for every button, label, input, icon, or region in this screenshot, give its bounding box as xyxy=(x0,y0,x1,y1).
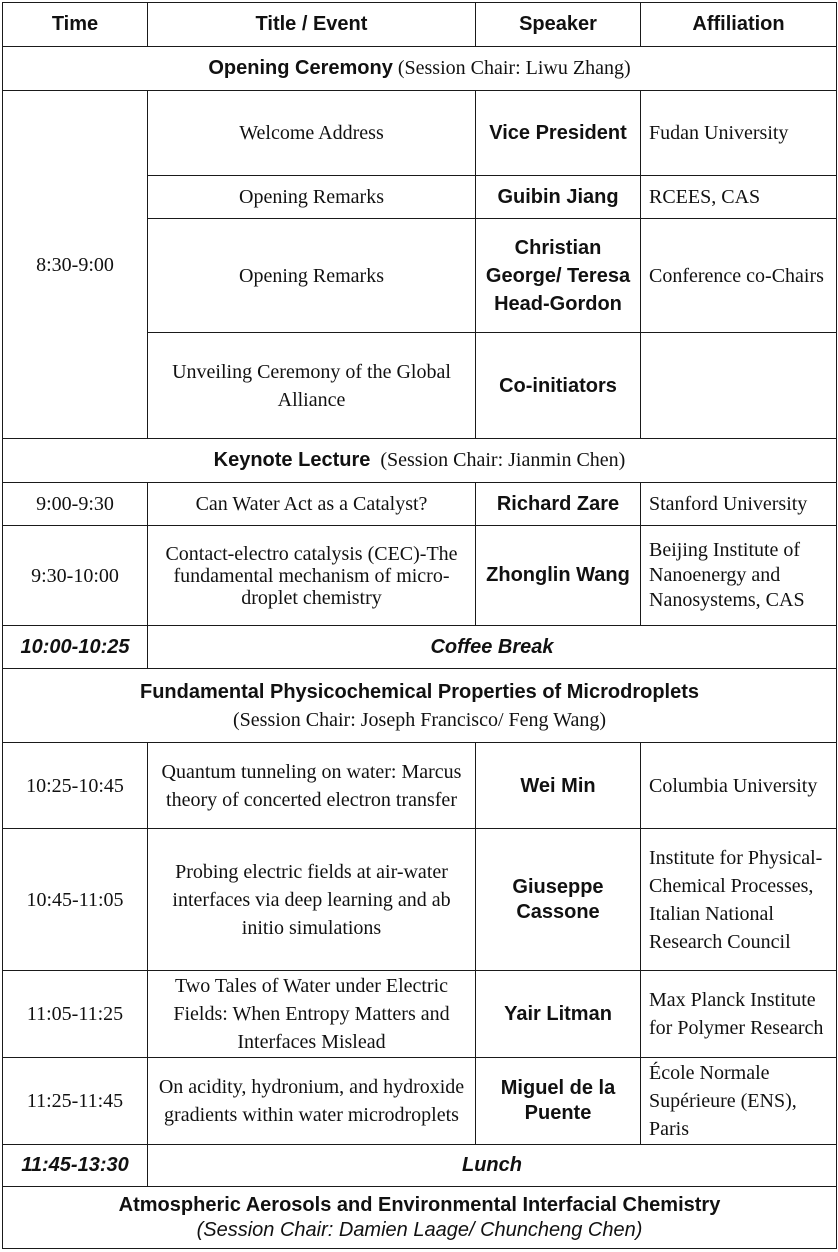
session-fundamental xyxy=(3,669,837,743)
session-title: Atmospheric Aerosols and Environmental Interfacial Chemistry xyxy=(118,1193,721,1216)
time-cell: 11:25-11:45 xyxy=(3,1058,148,1145)
title-cell: Unveiling Ceremony of the Global Alliance xyxy=(148,333,476,439)
affiliation-cell: Institute for Physical-Chemical Processes, Italian National Research Council xyxy=(641,829,837,971)
session-row xyxy=(3,47,837,91)
header-title-event: Title / Event xyxy=(148,3,476,47)
table-row xyxy=(3,1058,837,1145)
affiliation-cell: Stanford University xyxy=(641,483,837,526)
speaker-cell: Wei Min xyxy=(476,743,641,829)
session-row xyxy=(3,1187,837,1249)
session-opening xyxy=(3,47,837,91)
affiliation-cell: Conference co-Chairs xyxy=(641,219,837,333)
header-time: Time xyxy=(3,3,148,47)
time-cell: 10:25-10:45 xyxy=(3,743,148,829)
break-time: 10:00-10:25 xyxy=(3,626,148,669)
time-cell: 10:45-11:05 xyxy=(3,829,148,971)
break-row xyxy=(3,1145,837,1187)
time-cell: 11:05-11:25 xyxy=(3,971,148,1058)
title-cell: On acidity, hydronium, and hydroxide gradients within water microdroplets xyxy=(148,1058,476,1145)
title-cell: Contact-electro catalysis (CEC)-The fundamental mechanism of micro-droplet chemistry xyxy=(148,526,476,626)
speaker-cell: Christian George/ Teresa Head-Gordon xyxy=(476,219,641,333)
speaker-cell: Co-initiators xyxy=(476,333,641,439)
break-label: Lunch xyxy=(148,1145,837,1187)
header-speaker: Speaker xyxy=(476,3,641,47)
title-cell: Opening Remarks xyxy=(148,219,476,333)
table-row xyxy=(3,526,837,626)
affiliation-cell xyxy=(641,333,837,439)
table-row xyxy=(3,483,837,526)
speaker-cell: Vice President xyxy=(476,91,641,176)
session-keynote xyxy=(3,439,837,483)
affiliation-cell: Fudan University xyxy=(641,91,837,176)
time-cell: 9:30-10:00 xyxy=(3,526,148,626)
title-cell: Probing electric fields at air-water interfaces via deep learning and ab initio simulations xyxy=(148,829,476,971)
header-row xyxy=(3,3,837,47)
schedule-table xyxy=(2,2,837,1249)
speaker-cell: Guibin Jiang xyxy=(476,176,641,219)
title-cell: Welcome Address xyxy=(148,91,476,176)
session-row xyxy=(3,439,837,483)
affiliation-cell: École Normale Supérieure (ENS), Paris xyxy=(641,1058,837,1145)
break-time: 11:45-13:30 xyxy=(3,1145,148,1187)
speaker-cell: Yair Litman xyxy=(476,971,641,1058)
break-label: Coffee Break xyxy=(148,626,837,669)
title-cell: Can Water Act as a Catalyst? xyxy=(148,483,476,526)
speaker-cell: Richard Zare xyxy=(476,483,641,526)
session-atmospheric xyxy=(3,1187,837,1249)
title-cell: Quantum tunneling on water: Marcus theory of concerted electron transfer xyxy=(148,743,476,829)
title-cell: Opening Remarks xyxy=(148,176,476,219)
session-title: Opening Ceremony xyxy=(208,57,393,79)
affiliation-cell: Max Planck Institute for Polymer Research xyxy=(641,971,837,1058)
session-chair: (Session Chair: Damien Laage/ Chuncheng Chen) xyxy=(196,1218,643,1241)
time-cell: 8:30-9:00 xyxy=(3,91,148,439)
affiliation-cell: RCEES, CAS xyxy=(641,176,837,219)
speaker-cell: Giuseppe Cassone xyxy=(476,829,641,971)
speaker-cell: Zhonglin Wang xyxy=(476,526,641,626)
break-row xyxy=(3,626,837,669)
session-chair: (Session Chair: Liwu Zhang) xyxy=(392,57,631,79)
table-row xyxy=(3,743,837,829)
time-cell: 9:00-9:30 xyxy=(3,483,148,526)
speaker-cell: Miguel de la Puente xyxy=(476,1058,641,1145)
table-row xyxy=(3,829,837,971)
affiliation-cell: Columbia University xyxy=(641,743,837,829)
session-chair: (Session Chair: Joseph Francisco/ Feng Wang) xyxy=(233,708,606,731)
table-row xyxy=(3,91,837,176)
session-row xyxy=(3,669,837,743)
session-chair: (Session Chair: Jianmin Chen) xyxy=(370,449,626,471)
session-title: Fundamental Physicochemical Properties of Microdroplets xyxy=(139,680,700,703)
session-title: Keynote Lecture xyxy=(213,449,371,471)
affiliation-cell: Beijing Institute of Nanoenergy and Nanosystems, CAS xyxy=(641,526,837,626)
title-cell: Two Tales of Water under Electric Fields: When Entropy Matters and Interfaces Mislead xyxy=(148,971,476,1058)
table-row xyxy=(3,971,837,1058)
header-affiliation: Affiliation xyxy=(641,3,837,47)
